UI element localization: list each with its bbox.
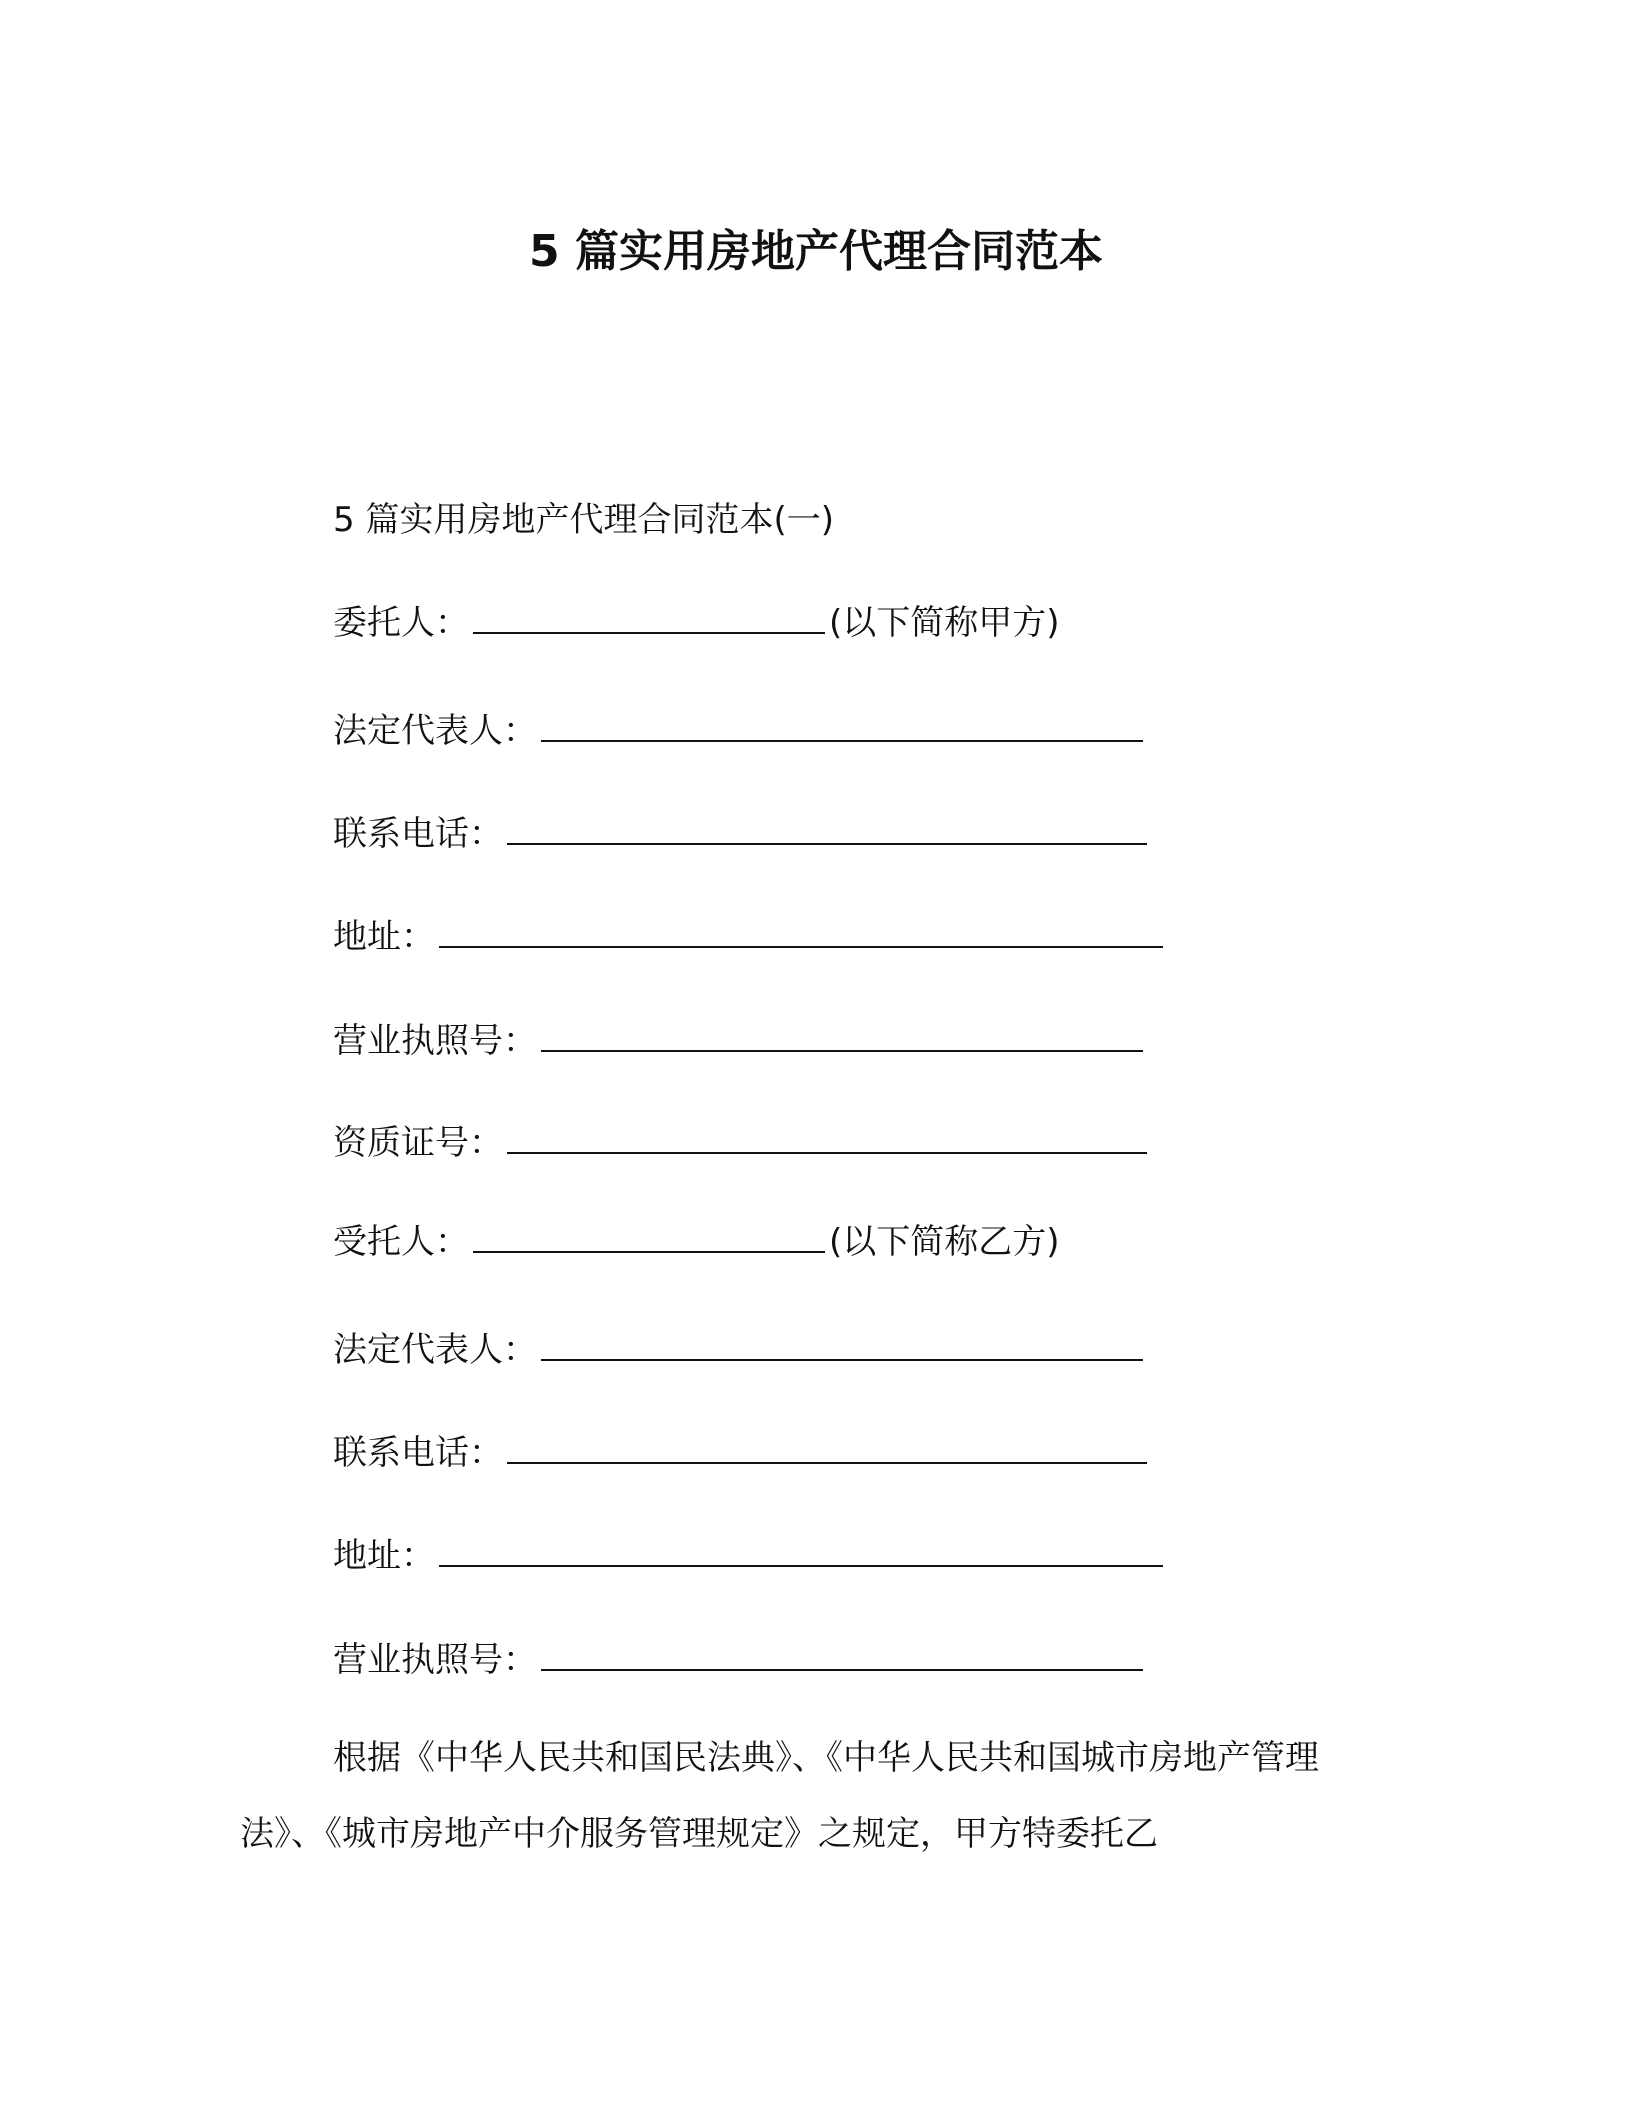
party-b-license-line xyxy=(333,1637,1147,1683)
party-b-label: 受托人： xyxy=(333,1222,469,1262)
party-b-address-line xyxy=(333,1533,1167,1579)
field-label: 法定代表人： xyxy=(333,711,537,751)
party-a-address-line xyxy=(333,914,1167,960)
party-b-blank[interactable] xyxy=(473,1219,825,1253)
party-a-suffix: (以下简称甲方) xyxy=(829,603,1060,643)
field-label: 联系电话： xyxy=(333,1433,503,1473)
document-title: 5 篇实用房地产代理合同范本 xyxy=(529,226,1103,277)
field-label: 营业执照号： xyxy=(333,1640,537,1680)
body-paragraph xyxy=(240,1720,1395,1872)
party-a-license-blank[interactable] xyxy=(541,1018,1143,1052)
party-a-blank[interactable] xyxy=(473,600,825,634)
field-label: 资质证号： xyxy=(333,1123,503,1163)
field-label: 联系电话： xyxy=(333,814,503,854)
party-a-legal-rep-line xyxy=(333,708,1147,754)
field-label: 地址： xyxy=(333,917,435,957)
party-b-legal-rep-line xyxy=(333,1327,1147,1373)
party-a-address-blank[interactable] xyxy=(439,914,1163,948)
party-a-license-line xyxy=(333,1018,1147,1064)
party-a-line xyxy=(333,600,1060,646)
party-b-line xyxy=(333,1219,1060,1265)
field-label: 地址： xyxy=(333,1536,435,1576)
party-b-license-blank[interactable] xyxy=(541,1637,1143,1671)
party-b-address-blank[interactable] xyxy=(439,1533,1163,1567)
party-a-phone-line xyxy=(333,811,1151,857)
party-a-label: 委托人： xyxy=(333,603,469,643)
party-b-suffix: (以下简称乙方) xyxy=(829,1222,1060,1262)
field-label: 法定代表人： xyxy=(333,1330,537,1370)
party-a-qualification-line xyxy=(333,1120,1151,1166)
contract-subtitle: 5 篇实用房地产代理合同范本(一) xyxy=(333,500,834,540)
party-b-phone-blank[interactable] xyxy=(507,1430,1147,1464)
party-a-phone-blank[interactable] xyxy=(507,811,1147,845)
field-label: 营业执照号： xyxy=(333,1021,537,1061)
body-paragraph-text: 根据《中华人民共和国民法典》、《中华人民共和国城市房地产管理法》、《城市房地产中介服务管理规定》之规定，甲方特委托乙 xyxy=(240,1738,1319,1854)
party-a-qualification-blank[interactable] xyxy=(507,1120,1147,1154)
party-a-legal-rep-blank[interactable] xyxy=(541,708,1143,742)
party-b-legal-rep-blank[interactable] xyxy=(541,1327,1143,1361)
party-b-phone-line xyxy=(333,1430,1151,1476)
